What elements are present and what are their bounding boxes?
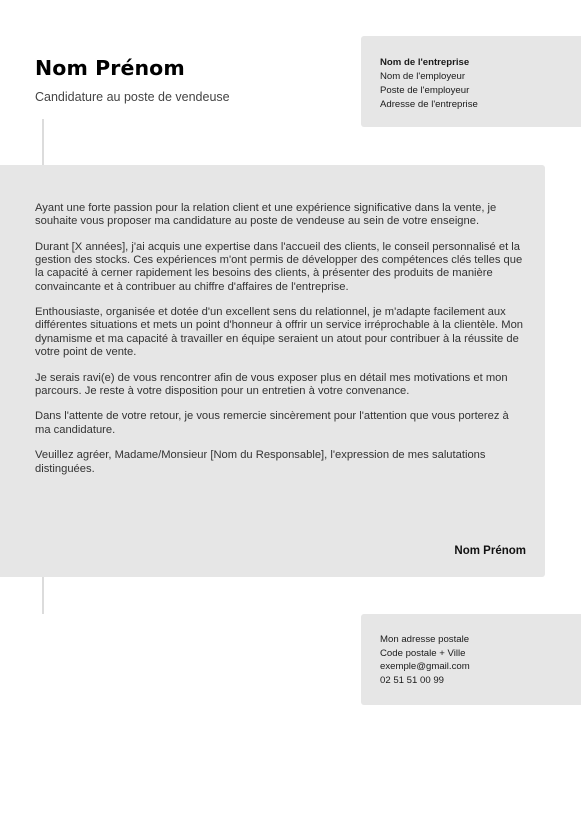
letter-paragraph-4: Je serais ravi(e) de vous rencontrer afin de vous exposer plus en détail mes motivations et mon parcours. Je reste à votre disposition pour un entretien à votre convenance. (35, 371, 508, 397)
letter-body-box (0, 165, 545, 577)
sender-lines (380, 633, 470, 687)
letter-paragraph-1: Ayant une forte passion pour la relation client et une expérience significative dans la vente, je souhaite vous proposer ma candidature au poste de vendeuse au sein de votre enseigne. (35, 202, 497, 228)
sender-address: Mon adresse postale (380, 634, 470, 645)
recipient-company: Nom de l'entreprise (380, 57, 470, 68)
recipient-employer: Nom de l'employeur (380, 71, 466, 82)
decorative-divider-top (42, 119, 44, 165)
signature: Nom Prénom (454, 545, 526, 557)
letter-paragraph-5: Dans l'attente de votre retour, je vous remercie sincèrement pour l'attention que vous porterez à ma candidature. (35, 410, 509, 436)
applicant-name: Nom Prénom (35, 56, 185, 80)
letter-paragraph-2: Durant [X années], j'ai acquis une expertise dans l'accueil des clients, le conseil personnalisé et la gestion des stocks. Ces expériences m'ont permis de développer des compétences clés telles que la capacité à cerner rapidement les besoins des clients, à présenter des produits de manière convaincante et à contribuer au chiffre d'affaires de l'entreprise. (35, 240, 523, 293)
sender-postal-city: Code postale + Ville (380, 647, 466, 659)
recipient-position: Poste de l'employeur (380, 85, 470, 96)
letter-body (35, 202, 527, 488)
letter-subject: Candidature au poste de vendeuse (35, 90, 230, 104)
sender-contact-box (361, 614, 581, 705)
recipient-lines (380, 56, 478, 112)
letter-paragraph-3: Enthousiaste, organisée et dotée d'un excellent sens du relationnel, je m'adapte facilement aux différentes situations et mets un point d'honneur à offrir un service irréprochable à la clientèle. Mon dynamisme et ma capacité à travailler en équipe seraient un atout pour contribuer à la réussite de votre point de vente. (35, 306, 524, 358)
letter-paragraph-6: Veuillez agréer, Madame/Monsieur [Nom du Responsable], l'expression de mes salutations distinguées. (35, 449, 486, 475)
sender-email: exemple@gmail.com (380, 661, 470, 672)
recipient-address: Adresse de l'entreprise (380, 99, 478, 110)
sender-phone: 02 51 51 00 99 (380, 674, 445, 686)
recipient-box (361, 36, 581, 127)
decorative-divider-bottom (42, 577, 44, 614)
